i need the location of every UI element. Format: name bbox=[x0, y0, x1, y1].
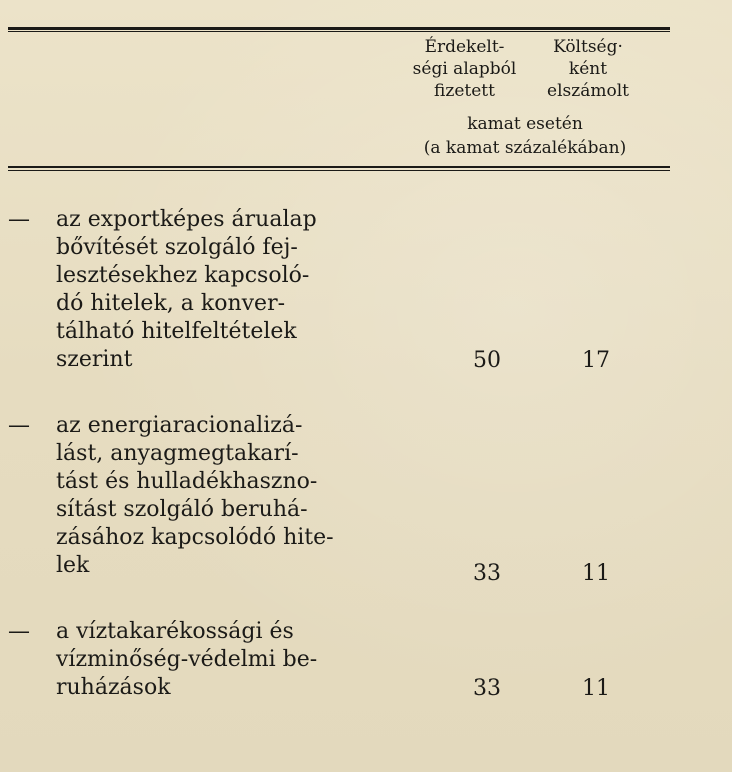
column-header-cost-accounted bbox=[528, 36, 648, 102]
item-text bbox=[56, 412, 376, 580]
column-header-line: Költség· bbox=[553, 37, 623, 57]
item-dash: — bbox=[8, 207, 30, 232]
item-text-line: lek bbox=[56, 553, 90, 578]
item-value-cost-accounted: 17 bbox=[582, 348, 610, 373]
top-rule-thin bbox=[8, 31, 670, 32]
item-text-line: bővítését szolgáló fej- bbox=[56, 235, 298, 260]
item-text-line: tálható hitelfeltételek bbox=[56, 319, 297, 344]
item-text-line: tást és hulladékhaszno- bbox=[56, 469, 318, 494]
item-text-line: sítást szolgáló beruhá- bbox=[56, 497, 308, 522]
table-row bbox=[8, 618, 670, 710]
item-text-line: a víztakarékossági és bbox=[56, 619, 294, 644]
top-rule bbox=[8, 27, 670, 30]
item-text-line: vízminőség-védelmi be- bbox=[56, 647, 318, 672]
item-text-line: szerint bbox=[56, 347, 133, 372]
item-text-line: lesztésekhez kapcsoló- bbox=[56, 263, 310, 288]
item-text bbox=[56, 206, 376, 374]
item-text-line: az energiaracionalizá- bbox=[56, 413, 303, 438]
item-value-cost-accounted: 11 bbox=[582, 676, 610, 701]
header-bottom-rule bbox=[8, 166, 670, 168]
column-header-note-line: (a kamat százalékában) bbox=[423, 138, 627, 158]
item-dash: — bbox=[8, 413, 30, 438]
column-header-line: fizetett bbox=[434, 81, 495, 101]
item-text-line: az exportképes árualap bbox=[56, 207, 317, 232]
table-row bbox=[8, 412, 670, 584]
item-text-line: ruházások bbox=[56, 675, 171, 700]
item-text bbox=[56, 618, 376, 702]
column-header-line: ségi alapból bbox=[412, 59, 517, 79]
item-text-line: dó hitelek, a konver- bbox=[56, 291, 286, 316]
column-header-line: ként bbox=[568, 59, 608, 79]
item-text-line: zásához kapcsolódó hite- bbox=[56, 525, 334, 550]
column-header-note-line: kamat esetén bbox=[467, 114, 583, 134]
item-value-cost-accounted: 11 bbox=[582, 561, 610, 586]
column-header-line: Érdekelt- bbox=[424, 37, 505, 57]
item-value-interest-fund: 33 bbox=[473, 561, 501, 586]
column-header-line: elszámolt bbox=[547, 81, 629, 101]
table-row bbox=[8, 206, 670, 376]
column-header-interest-fund bbox=[402, 36, 527, 102]
item-value-interest-fund: 33 bbox=[473, 676, 501, 701]
item-text-line: lást, anyagmegtakarí- bbox=[56, 441, 299, 466]
column-header-note bbox=[380, 112, 670, 160]
item-dash: — bbox=[8, 619, 30, 644]
item-value-interest-fund: 50 bbox=[473, 348, 501, 373]
header-bottom-rule-thin bbox=[8, 170, 670, 171]
